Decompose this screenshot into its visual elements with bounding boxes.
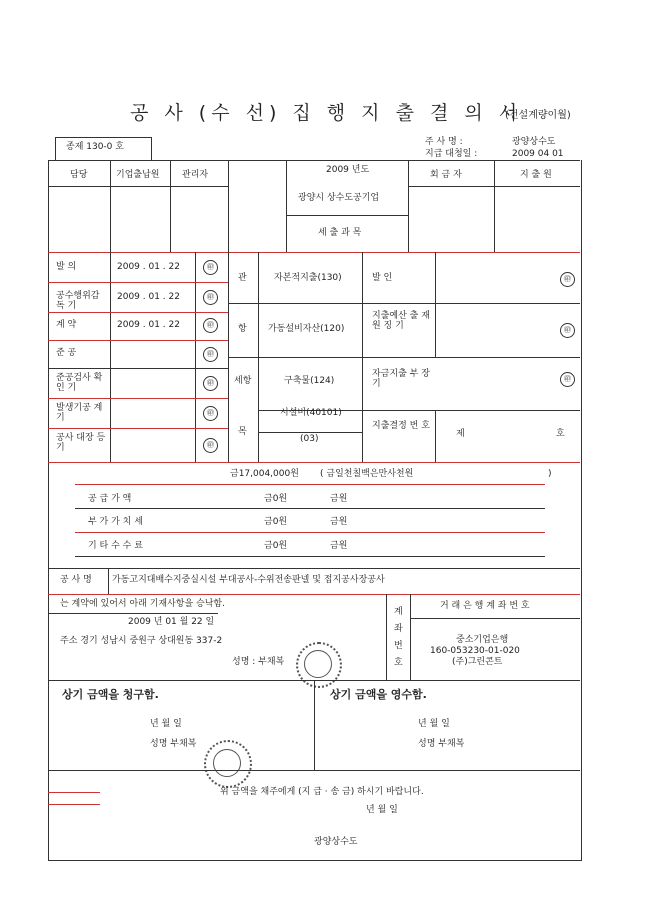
amount-label: 기 타 수 수 료: [88, 541, 143, 551]
rule: [386, 594, 387, 680]
seal-icon: ㊞: [203, 318, 218, 333]
rule: [48, 462, 580, 463]
row-date: 2009 . 01 . 22: [117, 320, 180, 330]
budget-side: 세항: [234, 376, 252, 386]
rule: [170, 160, 171, 252]
rule: [314, 680, 315, 770]
claim-date-value: 2009 04 01: [512, 149, 564, 159]
amount-value: 금0원: [264, 541, 288, 551]
total-words: ( 금일천칠백은만사천원: [320, 469, 414, 479]
rule: [48, 613, 218, 614]
rule: [75, 484, 545, 485]
budget-side: 항: [238, 324, 247, 334]
rule: [75, 532, 545, 533]
project-name: 가동고지대배수지중실시설 부대공사-수위전송판넬 및 접지공사장공사: [112, 575, 385, 585]
seal-icon: ㊞: [203, 376, 218, 391]
rule: [48, 398, 228, 399]
bank-holder: (주)그린콘트: [452, 657, 503, 667]
seal-icon: ㊞: [203, 260, 218, 275]
rule: [48, 186, 228, 187]
bank-name: 중소기업은행: [456, 635, 509, 645]
rule: [48, 160, 580, 161]
rule: [48, 568, 580, 569]
budget-label: 지출예산 출 재 원 징 기: [372, 311, 430, 331]
amount-value: 금0원: [264, 517, 288, 527]
seal-icon: ㊞: [560, 323, 575, 338]
rule: [48, 252, 580, 253]
rule: [258, 432, 362, 433]
rule: [195, 252, 196, 462]
budget-side: 관: [238, 273, 247, 283]
rule: [48, 804, 100, 805]
page-subtitle: (건설계량이월): [505, 110, 571, 121]
rule: [48, 282, 228, 283]
amount-won: 금원: [330, 494, 348, 504]
row-label: 준 공: [56, 348, 77, 358]
row-label: 발생기공 계 기: [56, 403, 103, 423]
account-side-label: 계 좌 번 호: [394, 607, 403, 669]
total-amount: 금17,004,000원: [230, 469, 299, 479]
budget-mid: 제: [456, 429, 465, 439]
claim-title: 상기 금액을 청구함.: [62, 688, 159, 701]
rule: [110, 252, 111, 462]
contract-statement: 는 계약에 있어서 아래 기재사항을 승낙함.: [60, 599, 225, 609]
project-label: 공 사 명: [60, 575, 92, 585]
footer-org: 광양상수도: [314, 837, 358, 847]
rule: [286, 215, 408, 216]
rule: [435, 410, 436, 462]
amount-value: 금0원: [264, 494, 288, 504]
claim-date: 년 월 일: [150, 719, 182, 729]
page-title: 공 사 (수 선) 집 행 지 출 결 의 서: [130, 102, 523, 124]
rule: [108, 568, 109, 594]
receipt-date: 년 월 일: [418, 719, 450, 729]
rule: [110, 160, 111, 252]
personal-seal-stamp: [213, 749, 241, 777]
approval-year: 2009 년도: [326, 165, 370, 175]
dept-value: 광양상수도: [512, 137, 556, 147]
rule: [48, 368, 228, 369]
seal-icon: ㊞: [203, 347, 218, 362]
contract-address: 주소 경기 성남시 중원구 상대원동 337-2: [60, 636, 223, 646]
approval-account: 광양시 상수도공기업: [298, 193, 380, 203]
approval-col6: 지 출 원: [520, 170, 552, 180]
amount-label: 부 가 가 치 세: [88, 517, 143, 527]
footer-date: 년 월 일: [366, 805, 398, 815]
budget-end: 호: [556, 429, 565, 439]
amount-won: 금원: [330, 541, 348, 551]
seal-icon: ㊞: [560, 372, 575, 387]
rule: [408, 186, 580, 187]
dept-label: 주 사 명 :: [425, 137, 463, 147]
bank-account: 160-053230-01-020: [430, 646, 520, 656]
approval-col2: 기업출납원: [116, 170, 160, 180]
payment-instruction: 위 금액을 채주에게 (지 급 · 송 금) 하시기 바랍니다.: [220, 787, 424, 797]
contract-date: 2009 년 01 월 22 일: [128, 617, 215, 627]
row-label: 준공검사 확인 기: [56, 373, 103, 393]
rule: [435, 252, 436, 357]
amount-label: 공 급 가 액: [88, 494, 132, 504]
rule: [48, 340, 228, 341]
approval-col5: 회 금 자: [430, 170, 462, 180]
amount-won: 금원: [330, 517, 348, 527]
budget-label: 자금지출 부 장 기: [372, 369, 430, 389]
rule: [75, 556, 545, 557]
rule: [48, 770, 580, 771]
seal-icon: ㊞: [203, 406, 218, 421]
claim-name: 성명 부채복: [150, 739, 197, 749]
budget-label: 발 인: [372, 273, 393, 283]
contract-name: 성명 : 부채복: [232, 657, 285, 667]
row-label: 발 의: [56, 262, 77, 272]
rule: [48, 428, 228, 429]
row-date: 2009 . 01 . 22: [117, 262, 180, 272]
row-date: 2009 . 01 . 22: [117, 292, 180, 302]
total-close: ): [548, 469, 552, 479]
claim-date-label: 지급 대청일 :: [425, 149, 478, 159]
budget-item: 시설비(40101): [280, 408, 342, 418]
budget-label: 지출결정 번 호: [372, 421, 430, 431]
company-seal-stamp: [304, 650, 332, 678]
rule: [48, 594, 580, 595]
budget-item: 구축물(124): [284, 376, 335, 386]
rule: [48, 792, 100, 793]
seal-icon: ㊞: [203, 290, 218, 305]
row-label: 공사 대장 등 기: [56, 433, 106, 453]
rule: [494, 160, 495, 252]
seal-icon: ㊞: [560, 272, 575, 287]
approval-tax: 세 출 과 목: [318, 228, 362, 238]
form-number: 종제 130-0 호: [66, 142, 124, 152]
rule: [48, 312, 228, 313]
approval-col3: 관리자: [182, 170, 209, 180]
budget-code: (03): [300, 434, 319, 444]
rule: [75, 508, 545, 509]
seal-icon: ㊞: [203, 438, 218, 453]
budget-item: 자본적지출(130): [274, 273, 342, 283]
rule: [410, 594, 411, 680]
rule: [408, 160, 409, 252]
rule: [228, 160, 229, 252]
receipt-title: 상기 금액을 영수함.: [330, 688, 427, 701]
rule: [410, 618, 580, 619]
rule: [228, 303, 580, 304]
bank-header: 거 래 은 행 계 좌 번 호: [440, 601, 530, 611]
rule: [228, 357, 580, 358]
row-label: 공수행위감독 기: [56, 291, 100, 311]
row-label: 계 약: [56, 320, 77, 330]
budget-side: 목: [238, 427, 247, 437]
rule: [286, 160, 287, 252]
budget-item: 가동설비자산(120): [268, 324, 345, 334]
approval-col1: 담당: [70, 170, 88, 180]
receipt-name: 성명 부채복: [418, 739, 465, 749]
